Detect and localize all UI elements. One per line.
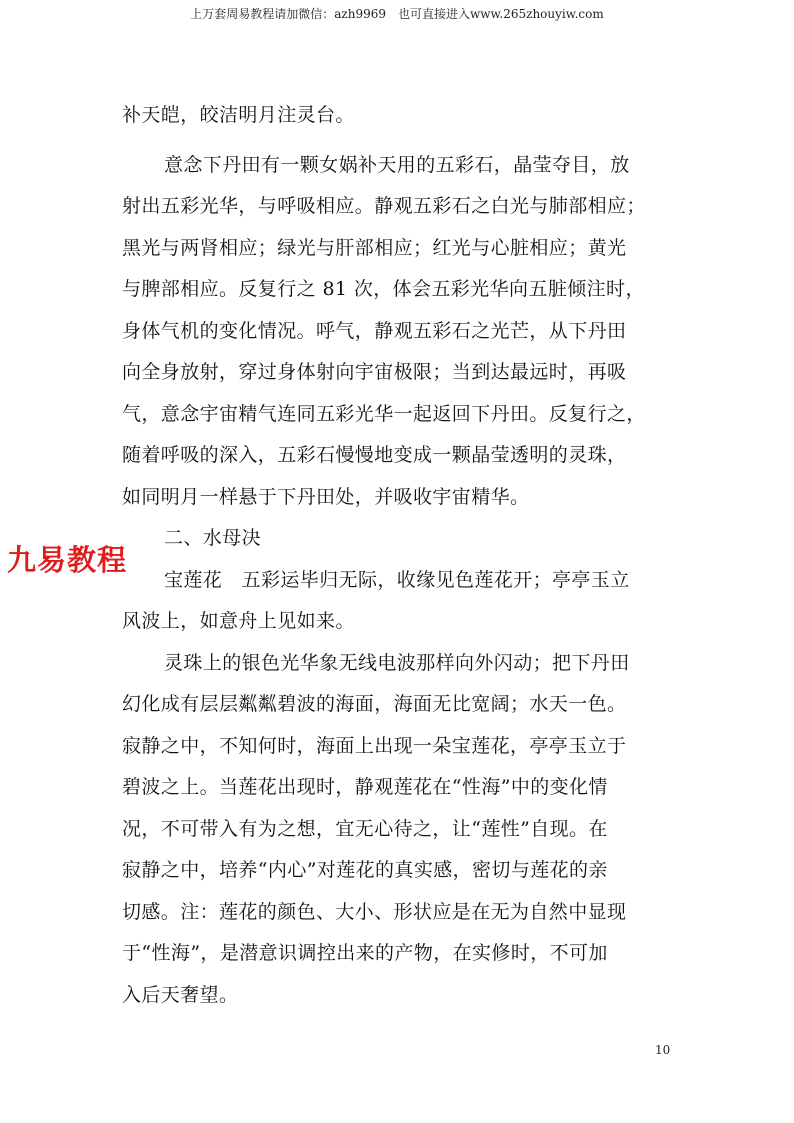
text-line: 寂静之中，培养“内心”对莲花的真实感，密切与莲花的亲 xyxy=(122,859,608,881)
watermark-logo: 九易教程 xyxy=(7,543,128,577)
page-body xyxy=(122,95,670,1016)
text-line: 宝莲花 五彩运毕归无际，收缘见色莲花开；亭亭玉立 xyxy=(164,568,630,591)
text-line: 与脾部相应。反复行之 81 次，体会五彩光华向五脏倾注时， xyxy=(122,278,645,300)
header-note: 上万套周易教程请加微信：azh9969 也可直接进入www.265zhouyiw.com xyxy=(190,7,604,21)
section-heading: 二、水母决 xyxy=(164,527,262,549)
text-line: 补天皑，皎洁明月注灵台。 xyxy=(122,104,355,126)
text-line: 于“性海”，是潜意识调控出来的产物，在实修时，不可加 xyxy=(122,942,608,964)
text-line: 向全身放射，穿过身体射向宇宙极限；当到达最远时，再吸 xyxy=(122,361,627,383)
text-line: 入后天奢望。 xyxy=(122,983,239,1006)
text-line: 意念下丹田有一颗女娲补天用的五彩石，晶莹夺目，放 xyxy=(164,153,630,176)
text-line: 幻化成有层层粼粼碧波的海面，海面无比宽阔；水天一色。 xyxy=(122,693,627,715)
text-line: 况，不可带入有为之想，宜无心待之，让“莲性”自现。在 xyxy=(122,817,608,840)
text-line: 身体气机的变化情况。呼气，静观五彩石之光芒，从下丹田 xyxy=(122,319,627,342)
page-number: 10 xyxy=(655,1043,671,1057)
text-line: 射出五彩光华，与呼吸相应。静观五彩石之白光与肺部相应； xyxy=(122,195,646,217)
text-line: 黑光与两肾相应；绿光与肝部相应；红光与心脏相应；黄光 xyxy=(122,236,627,259)
text-line: 如同明月一样悬于下丹田处，并吸收宇宙精华。 xyxy=(122,485,530,508)
text-line: 气，意念宇宙精气连同五彩光华一起返回下丹田。反复行之， xyxy=(122,402,646,425)
text-line: 切感。注：莲花的颜色、大小、形状应是在无为自然中显现 xyxy=(122,900,627,923)
text-line: 风波上，如意舟上见如来。 xyxy=(122,610,355,632)
text-line: 碧波之上。当莲花出现时，静观莲花在“性海”中的变化情 xyxy=(122,776,608,798)
text-line: 寂静之中，不知何时，海面上出现一朵宝莲花，亭亭玉立于 xyxy=(122,734,627,757)
text-line: 灵珠上的银色光华象无线电波那样向外闪动；把下丹田 xyxy=(164,651,630,674)
text-line: 随着呼吸的深入，五彩石慢慢地变成一颗晶莹透明的灵珠， xyxy=(122,444,627,466)
